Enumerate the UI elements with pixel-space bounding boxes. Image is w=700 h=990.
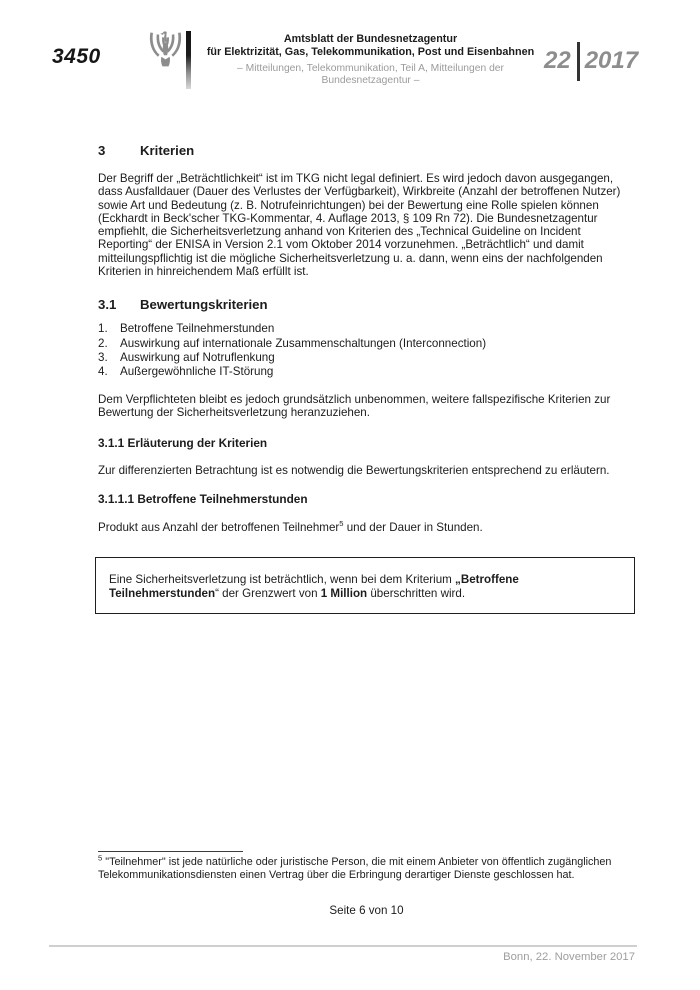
list-item [98, 322, 635, 336]
list-item [98, 337, 635, 351]
criteria-list [98, 322, 635, 379]
footnote-body: "Teilnehmer" ist jede natürliche oder juristische Person, die mit einem Anbieter von öffentlich zugänglichen Telekommunikationsdiensten einen Vertrag über die Erbringung derartiger Dienste geschlossen hat. [98, 856, 612, 882]
list-item [98, 365, 635, 379]
footnote-separator-rule [98, 851, 243, 852]
footnote-text [98, 853, 635, 883]
list-item-number: 1. [98, 322, 108, 336]
list-item-number: 2. [98, 336, 108, 350]
heading-number: 3 [98, 143, 106, 158]
footnote-marker: 5 [98, 853, 103, 863]
box-text: überschritten wird. [367, 586, 466, 600]
list-item-label: Auswirkung auf internationale Zusammenschaltungen (Interconnection) [120, 336, 487, 350]
document-body [98, 0, 635, 614]
box-text: Eine Sicherheitsverletzung ist beträchtlich, wenn bei dem Kriterium [109, 573, 456, 587]
heading-section-3-1-1-1: 3.1.1.1 Betroffene Teilnehmerstunden [98, 492, 308, 507]
list-item-label: Auswirkung auf Notruflenkung [120, 350, 275, 364]
box-bold-criterion: „Betroffene Teilnehmerstunden [109, 573, 519, 600]
list-item-number: 3. [98, 350, 108, 364]
footnote-reference: 5 [339, 519, 344, 529]
box-bold-threshold: 1 Million [320, 586, 368, 600]
paragraph-product-text: Produkt aus Anzahl der betroffenen Teilnehmer [98, 521, 340, 535]
paragraph-additional-criteria: Dem Verpflichteten bleibt es jedoch grundsätzlich unbenommen, weitere fallspezifische Kriterien zur Bewertung der Sicherheitsverletzung heranzuziehen. [98, 393, 611, 420]
footer-date: Bonn, 22. November 2017 [503, 951, 635, 963]
heading-title: Kriterien [140, 143, 195, 158]
box-text: “ der Grenzwert von [215, 586, 321, 600]
heading-section-3-1 [98, 297, 635, 312]
paragraph-explanation: Zur differenzierten Betrachtung ist es notwendig die Bewertungskriterien entsprechend zu erläutern. [98, 463, 610, 477]
threshold-highlight-box [95, 557, 635, 614]
masthead-title-line2: für Elektrizität, Gas, Telekommunikation, Post und Eisenbahnen [206, 45, 535, 58]
heading-section-3-1-1: 3.1.1 Erläuterung der Kriterien [98, 435, 268, 450]
masthead-title-line1: Amtsblatt der Bundesnetzagentur [283, 33, 458, 45]
list-item-number: 4. [98, 364, 108, 378]
footnote-block [98, 851, 635, 883]
heading-title: Bewertungskriterien [140, 297, 268, 313]
masthead-subtitle: – Mitteilungen, Telekommunikation, Teil A, Mitteilungen der Bundesnetzagentur – [237, 63, 504, 87]
heading-number: 3.1 [98, 297, 117, 313]
paragraph-product-text: und der Dauer in Stunden. [343, 521, 483, 535]
list-item-label: Betroffene Teilnehmerstunden [120, 322, 275, 336]
heading-section-3 [98, 143, 635, 158]
list-item [98, 351, 635, 365]
list-item-label: Außergewöhnliche IT-Störung [120, 364, 274, 378]
footer-rule [49, 945, 637, 947]
page-indicator: Seite 6 von 10 [329, 904, 404, 917]
issue-year: 2017 [584, 47, 639, 74]
paragraph-intro: Der Begriff der „Beträchtlichkeit“ ist im TKG nicht legal definiert. Es wird jedoch davon ausgegangen, dass Ausfalldauer (Dauer des Verlustes der Verfügbarkeit), Wirkbreite (Anzahl der betroffenen Nutzer) sowie Art und Bedeutung (z. B. Notrufeinrichtungen) bei der Bewertung eine Rolle spielen können (Eckhardt in Beck'scher TKG-Kommentar, 4. Auflage 2013, § 109 Rn 72). Die Bundesnetzagentur empfiehlt, die Sicherheitsverletzung anhand von Kriterien des „Technical Guideline on Incident Reporting“ der ENISA in Version 2.1 vom Oktober 2014 vorzunehmen. „Beträchtlich“ und damit mitteilungspflichtig ist die mögliche Sicherheitsverletzung u. a. dann, wenn eins der nachfolgenden Kriterien in hinreichendem Maß erfüllt ist. [98, 172, 621, 279]
paragraph-product [98, 521, 635, 534]
issue-number: 22 [544, 47, 571, 74]
page-number: 3450 [52, 45, 101, 68]
